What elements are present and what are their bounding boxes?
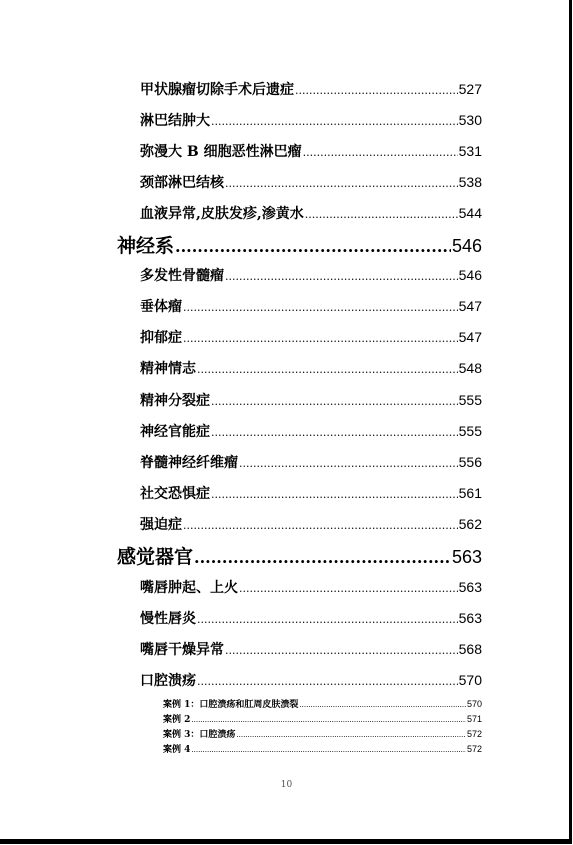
toc-entry-title: 精神情志: [140, 361, 196, 377]
toc-leader-dots: [303, 146, 458, 159]
toc-entry[interactable]: [140, 514, 482, 534]
page-number: 10: [280, 780, 293, 790]
toc-entry[interactable]: [140, 265, 482, 285]
toc-entry[interactable]: [140, 452, 482, 472]
toc-leader-dots: [211, 488, 458, 501]
toc-entry[interactable]: [140, 421, 482, 441]
toc-entry-title: 垂体瘤: [140, 299, 182, 315]
toc-entry[interactable]: [140, 141, 482, 161]
toc-leader-dots: [175, 237, 451, 256]
toc-entry[interactable]: [140, 639, 482, 659]
toc-entry-page: 547: [458, 298, 482, 314]
toc-entry[interactable]: [140, 327, 482, 347]
toc-subentry-title: 案例 3：口腔溃疡: [163, 730, 236, 740]
toc-entry[interactable]: [140, 296, 482, 316]
toc-leader-dots: [183, 301, 458, 314]
toc-entry-title: 强迫症: [140, 517, 182, 533]
toc-entry-page: 563: [458, 610, 482, 626]
toc-entry-page: 547: [458, 329, 482, 345]
toc-entry[interactable]: [140, 608, 482, 628]
toc-chapter-entry[interactable]: [117, 542, 482, 568]
toc-entry-title: 多发性骨髓瘤: [140, 268, 224, 284]
toc-leader-dots: [183, 332, 458, 345]
toc-leader-dots: [295, 84, 458, 97]
toc-entry-page: 531: [458, 143, 482, 159]
toc-leader-dots: [183, 519, 458, 532]
toc-leader-dots: [225, 644, 458, 657]
toc-entry[interactable]: [140, 172, 482, 192]
toc-entry[interactable]: [140, 483, 482, 503]
toc-leader-dots: [191, 746, 466, 754]
toc-entry[interactable]: [140, 670, 482, 690]
toc-entry-page: 555: [458, 423, 482, 439]
toc-entry-page: 527: [458, 81, 482, 97]
toc-leader-dots: [305, 208, 458, 221]
toc-entry[interactable]: [140, 79, 482, 99]
toc-entry-title: 神经官能症: [140, 424, 210, 440]
toc-entry-page: 544: [458, 205, 482, 221]
toc-entry-page: 562: [458, 516, 482, 532]
toc-entry-page: 538: [458, 174, 482, 190]
toc-entry-title: 弥漫大 B 细胞恶性淋巴瘤: [140, 144, 302, 160]
toc-entry-title: 口腔溃疡: [140, 673, 196, 689]
toc-leader-dots: [239, 457, 458, 470]
toc-entry-title: 甲状腺瘤切除手术后遗症: [140, 82, 294, 98]
toc-chapter-entry[interactable]: [117, 231, 482, 257]
toc-leader-dots: [211, 426, 458, 439]
toc-leader-dots: [299, 701, 466, 709]
toc-entry-page: 568: [458, 641, 482, 657]
toc-leader-dots: [239, 582, 458, 595]
toc-entry-title: 颈部淋巴结核: [140, 175, 224, 191]
toc-subentry-title: 案例 1：口腔溃疡和肛周皮肤溃裂: [163, 700, 299, 710]
toc-subentry[interactable]: [163, 697, 482, 710]
toc-leader-dots: [236, 731, 466, 739]
toc-entry-page: 555: [458, 392, 482, 408]
toc-subentry-title: 案例 2: [163, 715, 191, 725]
toc-leader-dots: [197, 675, 458, 688]
toc-subentry-page: 570: [466, 699, 482, 709]
toc-leader-dots: [225, 177, 458, 190]
toc-entry-title: 精神分裂症: [140, 393, 210, 409]
toc-leader-dots: [197, 613, 458, 626]
toc-chapter-page: 546: [451, 236, 482, 256]
toc-entry-title: 嘴唇干燥异常: [140, 642, 224, 658]
toc-entry-page: 570: [458, 672, 482, 688]
toc-chapter-page: 563: [451, 547, 482, 567]
toc-entry-title: 淋巴结肿大: [140, 113, 210, 129]
toc-entry[interactable]: [140, 203, 482, 223]
toc-entry[interactable]: [140, 110, 482, 130]
toc-subentry[interactable]: [163, 742, 482, 755]
toc-entry-page: 548: [458, 360, 482, 376]
toc-entry-title: 抑郁症: [140, 330, 182, 346]
toc-subentry[interactable]: [163, 727, 482, 740]
toc-entry-page: 546: [458, 267, 482, 283]
toc-entry-page: 561: [458, 485, 482, 501]
toc-entry-title: 慢性唇炎: [140, 611, 196, 627]
toc-subentry[interactable]: [163, 712, 482, 725]
toc-entry-page: 530: [458, 112, 482, 128]
toc-subentry-page: 571: [466, 714, 482, 724]
toc-entry-page: 563: [458, 579, 482, 595]
toc-subentry-title: 案例 4: [163, 745, 191, 755]
toc-chapter-title: 神经系: [117, 235, 175, 257]
toc-entry-title: 脊髓神经纤维瘤: [140, 455, 238, 471]
toc-leader-dots: [194, 548, 451, 567]
toc-leader-dots: [211, 395, 458, 408]
toc-subentry-page: 572: [466, 729, 482, 739]
toc-leader-dots: [197, 363, 458, 376]
toc-leader-dots: [211, 115, 458, 128]
toc-chapter-title: 感觉器官: [117, 546, 194, 568]
toc-subentry-page: 572: [466, 744, 482, 754]
toc-entry[interactable]: [140, 390, 482, 410]
toc-entry-title: 血液异常,皮肤发疹,渗黄水: [140, 206, 304, 222]
toc-entry[interactable]: [140, 358, 482, 378]
toc-entry-title: 社交恐惧症: [140, 486, 210, 502]
toc-entry-title: 嘴唇肿起、上火: [140, 580, 238, 596]
toc-leader-dots: [191, 716, 466, 724]
toc-entry-page: 556: [458, 454, 482, 470]
toc-leader-dots: [225, 270, 458, 283]
toc-entry[interactable]: [140, 577, 482, 597]
